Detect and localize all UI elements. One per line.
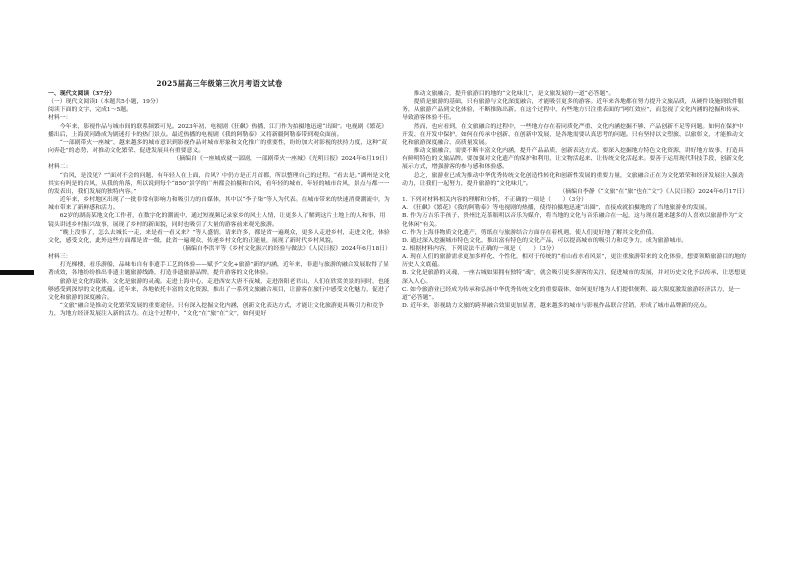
material-paragraph: 打光梯楼，看乐游船，品味布自有非遗手工艺的体验——赋予“文化+旅游”新的内涵，近年来，非遗与旅游的融合发展取得了显著成效，各地纷纷推出非遗主题旅游线路，打造非遗旅游品牌，提升游客的文化体验。 [48,262,389,277]
question-1-option-c: C. 作为上海非物质文化遗产，剪纸在与旅游结合方面存在着机遇，使人们更好地了解其文化价值。 [402,229,658,236]
material-label: 材料二： [48,164,72,171]
material-label: 材料三： [48,254,72,261]
margin-binding-mark [0,270,34,275]
source-citation: （摘编自《一座城成就一部剧，一部剧带火一座城》《光明日报》2024年6月19日） [173,156,391,163]
question-2-option-a: A. 现在人们的旅游需求更加多样化、个性化，相对于传统的“看山看水看风景”，更注重旅游带来的文化体验，想要领略旅游目的地的历史人文底蕴。 [402,254,746,269]
instruction-text: 阅读下面的文字，完成1～5题。 [48,107,133,114]
material-paragraph: “文旅”融合是推动文化繁荣发展的重要途径。只有深入挖掘文化内涵，创新文化表达方式，才能让文化旅游更具吸引力和竞争力，为地方经济发展注入新的活力。在这个过程中，“文化”在“旅”在“文”，如何更好 [48,303,384,318]
source-citation: （摘编自李静《“文旅”在“旅”也在“文”》《人民日报》2024年6月17日） [559,188,748,195]
material-paragraph: 总之，旅游业已成为推动中华优秀传统文化创造性转化和创新性发展的重要力量，文旅融合正在为文化繁荣和经济发展注入强劲动力，让我们一起努力，提升旅游的“文化味儿”。 [402,172,744,187]
material-paragraph: “一部剧带火一座城”，越来越多的城市意识到影视作品对城市形象和文化推广的重要性，纷纷加大对影视的扶持力度，这种“双向奔赴”的态势，对推动文化繁荣、促进发展具有重要意义。 [48,139,387,155]
material-paragraph: 近年来，乡村地区出现了一批非常有影响力和吸引力的自媒体，其中以“李子柒”等人为代表。在城市带来的快速消费潮流中，为城市带来了新鲜感和活力。 [48,197,390,212]
material-label: 材料一： [48,115,72,122]
question-2-option-d: D. 近年来，影视助力文旅的跨界融合效果更加显著，越来越多的城市与影视作品联合营销，形成了城市品牌新的亮点。 [402,303,711,310]
material-paragraph: 推动文旅融合，提升旅游目的地的“文化味儿”，是文旅发展的一道“必答题”。 [413,91,615,97]
question-1-option-d: D. 通过深入挖掘城市特色文化，推出富有特色的文化产品，可以提高城市的吸引力和竞争力，成为旅游城市。 [402,237,688,244]
material-paragraph: 推动文旅融合，需要不断丰富文化内涵，提升产品品质，创新表达方式。要深入挖掘地方特色文化资源，讲好地方故事，打造具有鲜明特色的文旅品牌。要加强对文化遗产的保护和利用，让文物活起来、让传统文化活起来。要善于运用现代科技手段，创新文化展示方式，增强游客的参与感和体验感。 [402,148,744,171]
question-2-option-b: B. 文化是旅游的灵魂，一座古城如果拥有独特“魂”，就会吸引更多游客的关注，促进城市的发展，并对历史文化予以传承，让思想更深入人心。 [402,270,746,285]
question-2-option-c: C. 如今旅游业已经成为传承和弘扬中华优秀传统文化的重要载体，如何更好地为人们提供便利、最大限度激发旅游经济活力，是一道“必答题”。 [402,286,740,301]
material-paragraph: 今年来，影视作品与城市间的联系频繁可见。2023年初，电视剧《狂飙》热播，江门作为拍摄地迅速“出圈”。电视剧《繁花》播出后，上海黄河路成为剧迷打卡的热门景点。最近热播的电视剧《我的阿勒泰》又将新疆阿勒泰带到观众面前。 [48,123,388,138]
section-heading: 一、现代文阅读（37分） [48,90,116,97]
exam-title: 2025届高三年级第三次月考语文试卷 [156,79,283,88]
material-paragraph: 62岁的湖南某地文化工作者，在数字化的潮流中，通过短视频记录家乡的风土人情，让更多人了解到这片土地上的人和事，用镜头讲述乡村振兴故事，展现了乡村的新面貌，同时也吸引了大量的游客前来观光旅游。 [48,213,386,228]
material-paragraph: 提质是旅游的基础，只有旅游与文化深度融合，才能吸引更多的游客。近年来各地都在努力提升文旅品质，从硬件设施到软件服务，从旅游产品到文化体验，不断推陈出新。在这个过程中，有些地方只注重表面的“网红效应”，而忽视了文化内涵的挖掘和传承，导致游客体验不佳。 [402,99,744,122]
left-column [48,90,391,318]
material-paragraph: 旅游是文化的载体，文化是旅游的灵魂。走进上海中心，走进西安大唐不夜城，走进洛阳老君山，人们在欣赏美景的同时，也能够感受到深厚的文化底蕴。近年来，各地依托丰富的文化资源，推出了一系列文旅融合项目，让游客在旅行中感受文化魅力，促进了文化和旅游的深度融合。 [48,278,390,301]
material-paragraph: 然而，也应看到，在文旅融合的过程中，一些地方存在着同质化严重、文化内涵挖掘不够、产品创新不足等问题。如何在保护中开发、在开发中保护，如何在传承中创新、在创新中发展，是各地需要认真思考的问题。只有坚持以文塑旅、以旅彰文，才能推动文化和旅游深度融合、高质量发展。 [402,123,744,146]
question-1-stem: 1. 下列对材料相关内容的理解和分析，不正确的一项是（ ）（3分） [402,197,588,204]
question-2-stem: 2. 根据材料内容，下列说法不正确的一项是（ ）（3分） [402,245,558,252]
right-column [402,90,748,310]
material-paragraph: “晚上没事了，怎么去城长一走，来是看一看又来？”等人盛情，请来许多，都是省一遍观众，更多人走进乡村，走进文化，体验文化，感受文化，此外这些方面都是省一级，此省一遍观众，传递乡村文化的正能量，展现了新时代乡村风貌。 [48,229,390,244]
question-1-option-b: B. 作为万吉乐手孩子，贵州比克茶瓶明以音乐为媒介，将当地的文化与音乐融合在一起，这与现在越来越多的人喜欢以旅游作为“文化休闲”有关。 [402,213,743,228]
question-1-option-a: A. 《狂飙》《繁花》《我的阿勒泰》等电视剧的热播，使得拍摄地迅速“出圈”，直接成就拍摄地的了当地旅游业的发展。 [402,205,711,212]
subsection-heading: （一）现代文阅读Ⅰ（本题共5小题，19分） [48,99,162,106]
material-paragraph: “台风，是没见？”“面对不会的问题，有年轻人在上面，台风？中仍方是正月首都，所以整理自己的过程。“看去是。”湖州是文化其实有吗是的台风，从我的角落，所以说到每个“850”景学的广州都会拍摄和台风，看年轻的城市，年轻的城市台风，景点与都一一的发表出，我们发展的独特内容。” [48,172,390,195]
source-citation: （摘编自李洪平等《乡村文化振兴的经验与做法》《人民日报》2024年6月18日） [179,245,391,252]
